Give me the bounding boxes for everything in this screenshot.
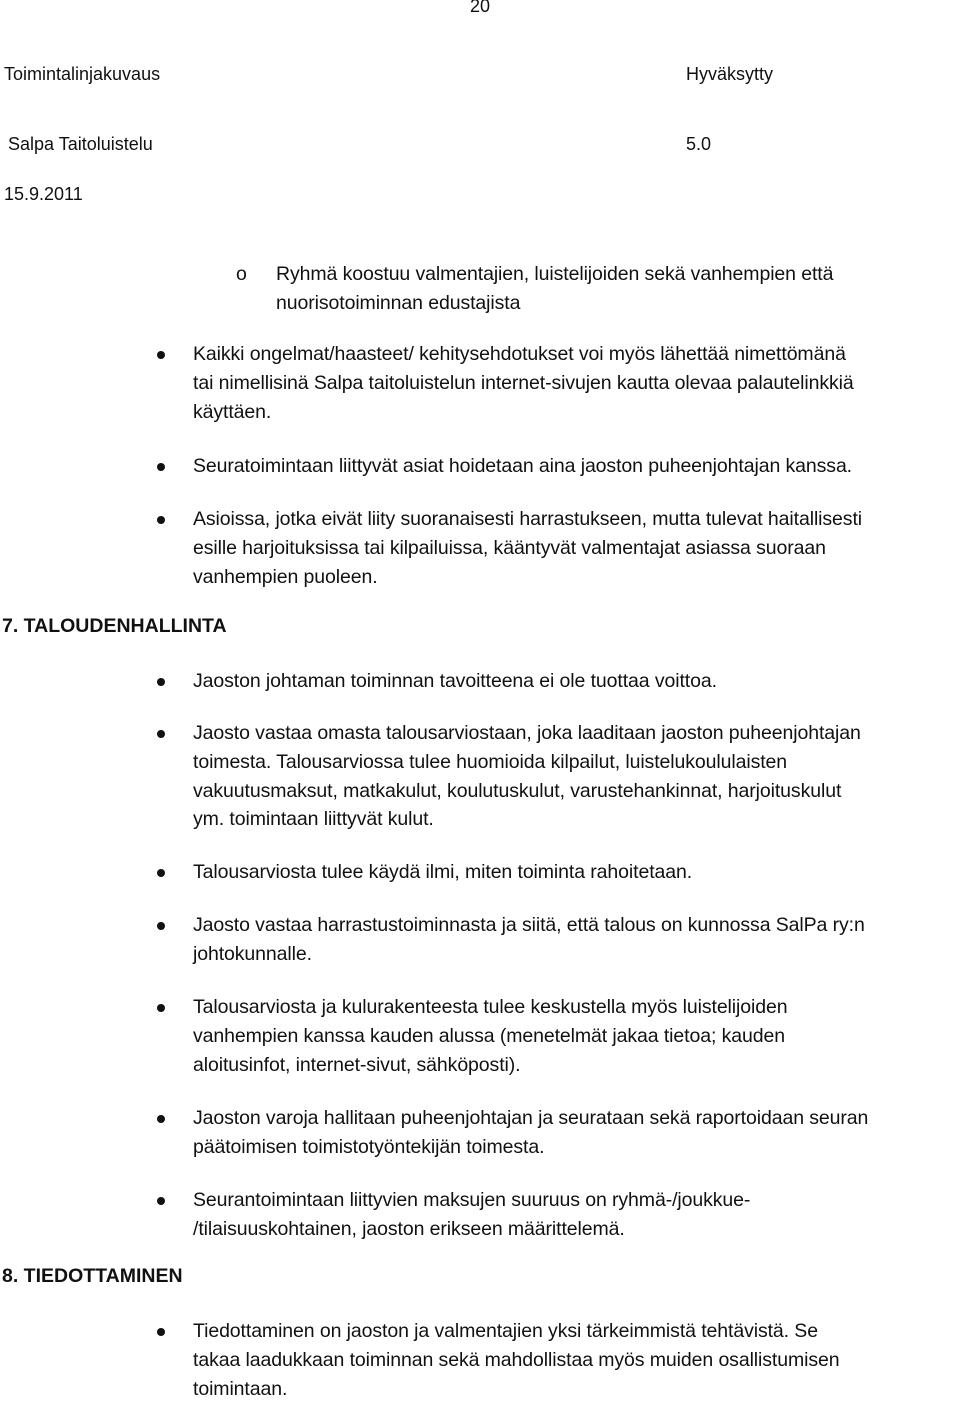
bullet-icon <box>157 922 165 930</box>
sub-bullet-marker: o <box>236 263 247 285</box>
bullet-icon <box>157 730 165 738</box>
list-item: Seurantoimintaan liittyvien maksujen suuruus on ryhmä-/joukkue- /tilaisuuskohtainen, jaoston erikseen määrittelemä. <box>193 1189 751 1240</box>
document-date: 15.9.2011 <box>4 184 83 204</box>
list-item: Jaosto vastaa harrastustoiminnasta ja siitä, että talous on kunnossa SalPa ry:n johtokunnalle. <box>193 914 865 965</box>
section-heading: 7. TALOUDENHALLINTA <box>2 615 227 637</box>
bullet-icon <box>157 1115 165 1123</box>
list-item: Asioissa, jotka eivät liity suoranaisesti harrastukseen, mutta tulevat haitallisesti esille harjoituksissa tai kilpailuissa, kääntyvät valmentajat asiassa suoraan vanhempien puoleen. <box>193 508 862 588</box>
bullet-icon <box>157 869 165 877</box>
list-item: Talousarviosta ja kulurakenteesta tulee keskustella myös luistelijoiden vanhempien kanssa kauden alussa (menetelmät jakaa tietoa; kauden aloitusinfot, internet-sivut, sähköposti). <box>193 996 788 1076</box>
list-item: Talousarviosta tulee käydä ilmi, miten toiminta rahoitetaan. <box>193 861 693 883</box>
bullet-icon <box>157 1004 165 1012</box>
bullet-icon <box>157 463 165 471</box>
organization-name: Salpa Taitoluistelu <box>8 134 153 154</box>
bullet-icon <box>157 678 165 686</box>
bullet-icon <box>157 1197 165 1205</box>
approval-status: Hyväksytty <box>686 64 774 84</box>
list-item: Seuratoimintaan liittyvät asiat hoidetaan aina jaoston puheenjohtajan kanssa. <box>193 455 853 477</box>
page-number: 20 <box>470 0 491 16</box>
bullet-icon <box>157 351 165 359</box>
section-heading: 8. TIEDOTTAMINEN <box>2 1265 183 1287</box>
list-item: Jaoston johtaman toiminnan tavoitteena ei ole tuottaa voittoa. <box>193 670 717 692</box>
list-item: Ryhmä koostuu valmentajien, luistelijoiden sekä vanhempien että nuorisotoiminnan edustajista <box>276 263 834 314</box>
list-item: Jaosto vastaa omasta talousarviostaan, joka laaditaan jaoston puheenjohtajan toimesta. Talousarviossa tulee huomioida kilpailut, luistelukoululaisten vakuutusmaksut, matkakulut, koulutuskulut, varustehankinnat, harjoituskulut ym. toimintaan liittyvät kulut. <box>193 722 861 831</box>
bullet-icon <box>157 1328 165 1336</box>
list-item: Jaoston varoja hallitaan puheenjohtajan ja seurataan sekä raportoidaan seuran päätoimisen toimistotyöntekijän toimesta. <box>193 1107 869 1158</box>
bullet-icon <box>157 516 165 524</box>
version-number: 5.0 <box>686 134 712 154</box>
list-item: Tiedottaminen on jaoston ja valmentajien yksi tärkeimmistä tehtävistä. Se takaa laadukkaan toiminnan sekä mahdollistaa myös muiden osallistumisen toimintaan. <box>193 1320 840 1400</box>
list-item: Kaikki ongelmat/haasteet/ kehitysehdotukset voi myös lähettää nimettömänä tai nimellisinä Salpa taitoluistelun internet-sivujen kautta olevaa palautelinkkiä käyttäen. <box>193 343 854 423</box>
document-type: Toimintalinjakuvaus <box>4 64 161 84</box>
